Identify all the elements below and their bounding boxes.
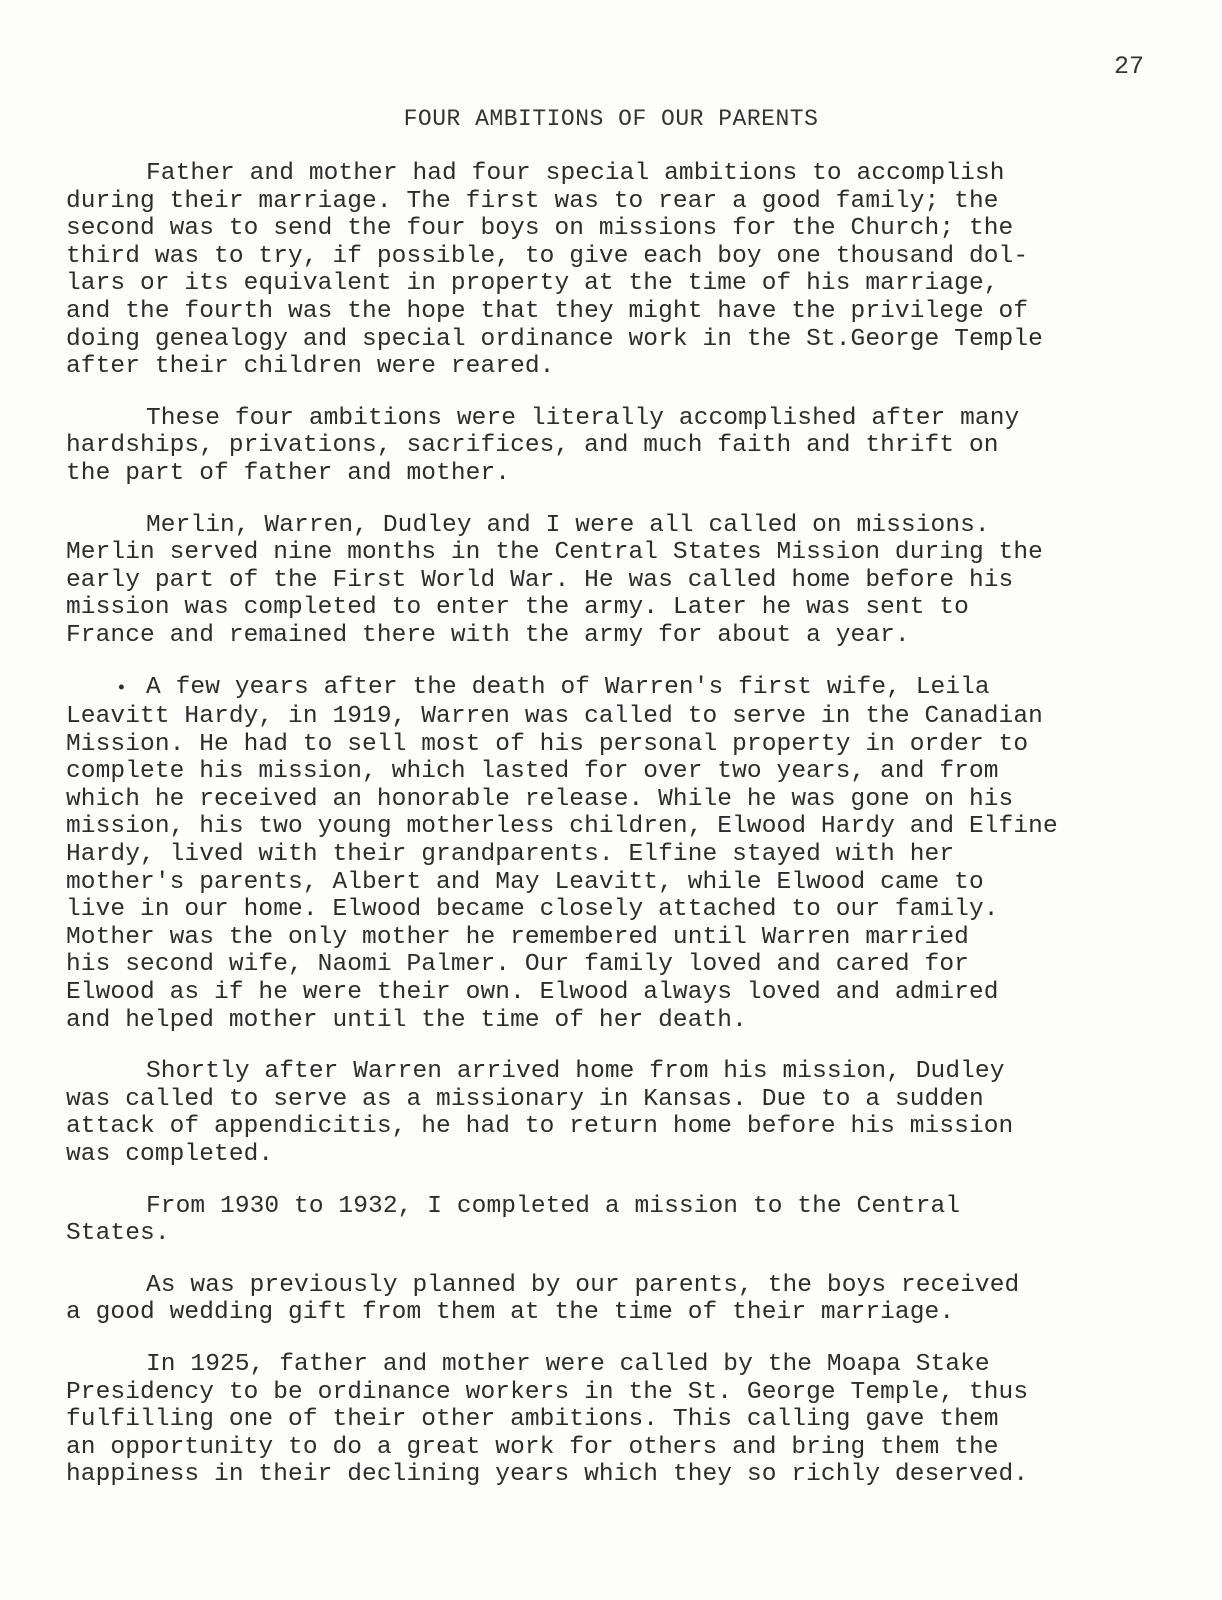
text-line: As was previously planned by our parents, the boys received (146, 1271, 1020, 1299)
paragraph-ambitions-intro (66, 160, 1166, 381)
bullet-mark: • (116, 678, 127, 699)
text-line: doing genealogy and special ordinance work in the St.George Temple (66, 325, 1043, 353)
text-line: hardships, privations, sacrifices, and much faith and thrift on (66, 432, 999, 460)
text-line: early part of the First World War. He was called home before his (66, 566, 1014, 594)
text-line: Father and mother had four special ambitions to accomplish (146, 160, 1005, 187)
text-line: Shortly after Warren arrived home from his mission, Dudley (146, 1058, 1005, 1086)
text-line: complete his mission, which lasted for over two years, and from (66, 758, 999, 786)
text-line: Hardy, lived with their grandparents. Elfine stayed with her (66, 841, 955, 869)
paragraph-warren-mission (66, 674, 1166, 1035)
text-line: was called to serve as a missionary in Kansas. Due to a sudden (66, 1085, 984, 1113)
paragraph-missions-merlin (66, 512, 1166, 650)
text-line: and the fourth was the hope that they might have the privilege of (66, 297, 1029, 325)
paragraph-temple-workers (66, 1351, 1166, 1489)
text-line: a good wedding gift from them at the time of their marriage. (66, 1299, 955, 1327)
text-line: Presidency to be ordinance workers in the St. George Temple, thus (66, 1378, 1029, 1406)
text-line (66, 674, 1166, 704)
text-line: happiness in their declining years which they so richly deserved. (66, 1461, 1029, 1489)
text-line: was completed. (66, 1141, 274, 1168)
text-line: fulfilling one of their other ambitions. This calling gave them (66, 1406, 999, 1434)
text-line: an opportunity to do a great work for others and bring them the (66, 1433, 999, 1461)
paragraph-dudley-mission (66, 1058, 1166, 1168)
text-line: attack of appendicitis, he had to return home before his mission (66, 1113, 1014, 1141)
text-line: third was to try, if possible, to give each boy one thousand dol- (66, 242, 1029, 270)
page-number: 27 (1113, 52, 1144, 81)
text-line: his second wife, Naomi Palmer. Our family loved and cared for (66, 951, 969, 979)
paragraph-ambitions-accomplished (66, 405, 1166, 488)
text-line: In 1925, father and mother were called by the Moapa Stake (146, 1350, 990, 1378)
text-line: second was to send the four boys on missions for the Church; the (66, 215, 1014, 243)
paragraph-wedding-gift (66, 1272, 1166, 1327)
text-line: the part of father and mother. (66, 459, 511, 487)
text-line: which he received an honorable release. While he was gone on his (66, 785, 1014, 813)
text-line: These four ambitions were literally accomplished after many (146, 404, 1020, 432)
text-line: States. (66, 1220, 170, 1248)
text-line: mission, his two young motherless children, Elwood Hardy and Elfine (66, 813, 1058, 841)
text-line: mission was completed to enter the army. Later he was sent to (66, 594, 969, 622)
text-line: mother's parents, Albert and May Leavitt, while Elwood came to (66, 868, 984, 896)
text-line: lars or its equivalent in property at the time of his marriage, (66, 270, 999, 298)
text-line: Mother was the only mother he remembered until Warren married (66, 923, 969, 951)
text-line: and helped mother until the time of her death. (66, 1006, 747, 1034)
paragraph-author-mission (66, 1193, 1166, 1248)
text-line: during their marriage. The first was to rear a good family; the (66, 187, 999, 215)
page-title: FOUR AMBITIONS OF OUR PARENTS (403, 106, 819, 132)
text-line: Merlin, Warren, Dudley and I were all called on missions. (146, 511, 990, 539)
text-line: Mission. He had to sell most of his personal property in order to (66, 730, 1029, 758)
text-line: Leavitt Hardy, in 1919, Warren was called to serve in the Canadian (66, 703, 1043, 731)
text-line: Elwood as if he were their own. Elwood always loved and admired (66, 979, 999, 1007)
body-text (66, 160, 1166, 1513)
text-line: France and remained there with the army for about a year. (66, 621, 910, 649)
text-line: live in our home. Elwood became closely attached to our family. (66, 896, 999, 924)
text-line: From 1930 to 1932, I completed a mission to the Central (146, 1192, 961, 1220)
text-line-content: A few years after the death of Warren's first wife, Leila (146, 673, 990, 701)
text-line: Merlin served nine months in the Central States Mission during the (66, 539, 1043, 567)
text-line: after their children were reared. (66, 353, 555, 381)
